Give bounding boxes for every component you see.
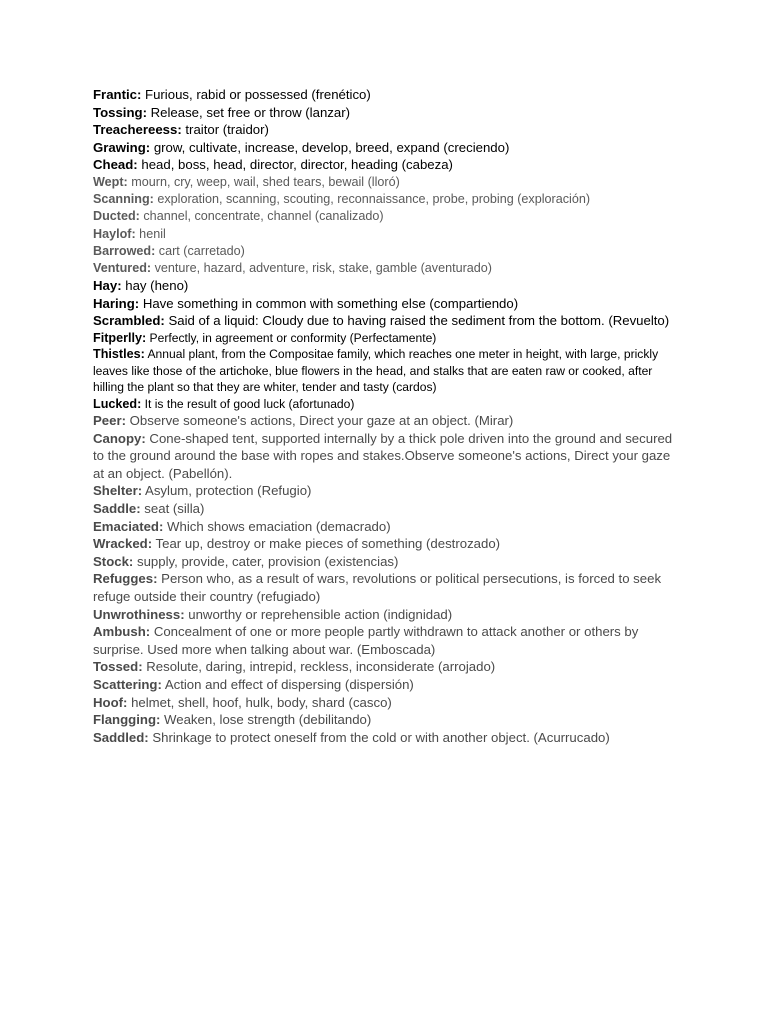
entry-definition: unworthy or reprehensible action (indignidad)	[184, 606, 453, 622]
entry-term: Fitperlly:	[93, 330, 147, 345]
glossary-entry	[93, 121, 683, 139]
entry-definition: It is the result of good luck (afortunado)	[141, 396, 355, 411]
entry-definition: Said of a liquid: Cloudy due to having raised the sediment from the bottom. (Revuelto)	[164, 313, 670, 329]
glossary-entry	[93, 208, 683, 225]
glossary-entry	[93, 243, 683, 260]
entry-definition: channel, concentrate, channel (canalizado)	[139, 209, 384, 224]
entry-definition: head, boss, head, director, director, heading (cabeza)	[137, 157, 453, 173]
entry-term: Flangging:	[93, 712, 161, 728]
entry-definition: Cone-shaped tent, supported internally by a thick pole driven into the ground and secured to the ground around the base with ropes and stakes.Observe someone's actions, Direct your gaze at an object. (Pabellón).	[93, 430, 673, 481]
glossary-entry	[93, 104, 683, 122]
entry-term: Emaciated:	[93, 518, 164, 534]
glossary-entry	[93, 277, 683, 295]
entry-definition: Person who, as a result of wars, revolutions or political persecutions, is forced to seek refuge outside their country (refugiado)	[93, 571, 662, 604]
glossary-entry	[93, 260, 683, 277]
entry-definition: Tear up, destroy or make pieces of something (destrozado)	[152, 536, 501, 552]
entry-term: Scrambled:	[93, 313, 165, 329]
glossary-entry	[93, 295, 683, 313]
entry-term: Treachereess:	[93, 122, 182, 138]
glossary-entry	[93, 500, 683, 518]
glossary-entry	[93, 139, 683, 157]
entry-definition: Weaken, lose strength (debilitando)	[160, 712, 372, 728]
entry-definition: helmet, shell, hoof, hulk, body, shard (casco)	[127, 694, 392, 710]
entry-term: Ambush:	[93, 624, 151, 640]
entry-definition: supply, provide, cater, provision (existencias)	[133, 553, 399, 569]
glossary-entry	[93, 86, 683, 104]
glossary-entry	[93, 191, 683, 208]
entry-term: Lucked:	[93, 396, 142, 411]
entry-definition: Perfectly, in agreement or conformity (Perfectamente)	[146, 330, 437, 345]
glossary-entry	[93, 570, 683, 605]
glossary-entry	[93, 658, 683, 676]
entry-definition: traitor (traidor)	[181, 122, 269, 138]
glossary-entry	[93, 623, 683, 658]
entry-term: Saddled:	[93, 729, 149, 745]
entry-definition: exploration, scanning, scouting, reconnaissance, probe, probing (exploración)	[153, 192, 591, 207]
entry-definition: seat (silla)	[140, 500, 205, 516]
glossary-entry	[93, 711, 683, 729]
glossary-entry	[93, 412, 683, 430]
entry-definition: henil	[135, 226, 166, 241]
entry-term: Frantic:	[93, 87, 142, 102]
entry-definition: Asylum, protection (Refugio)	[142, 483, 312, 499]
glossary-entry	[93, 396, 683, 412]
entry-term: Chead:	[93, 157, 138, 173]
entry-definition: Annual plant, from the Compositae family, which reaches one meter in height, with large, prickly leaves like those of the artichoke, blue flowers in the head, and stalks that are eaten raw or cooked, after hilling the plant so that they are whiter, tender and tasty (cardos)	[93, 347, 659, 395]
glossary-entry	[93, 553, 683, 571]
glossary-entry	[93, 312, 683, 330]
entry-term: Stock:	[93, 553, 134, 569]
entry-term: Haring:	[93, 295, 140, 311]
glossary-entry	[93, 482, 683, 500]
entry-definition: venture, hazard, adventure, risk, stake, gamble (aventurado)	[151, 260, 493, 275]
glossary-entry	[93, 174, 683, 191]
entry-term: Scanning:	[93, 192, 154, 207]
entry-term: Wept:	[93, 174, 128, 189]
entry-term: Tossing:	[93, 104, 147, 120]
entry-term: Peer:	[93, 413, 126, 428]
entry-definition: Release, set free or throw (lanzar)	[146, 104, 350, 120]
glossary-entry	[93, 694, 683, 712]
glossary-entry	[93, 226, 683, 243]
glossary-entry	[93, 518, 683, 536]
entry-term: Hay:	[93, 278, 122, 294]
glossary-entry	[93, 346, 683, 395]
glossary-entry	[93, 606, 683, 624]
entry-definition: Furious, rabid or possessed (frenético)	[141, 87, 371, 102]
glossary-entry	[93, 156, 683, 174]
glossary-entry	[93, 535, 683, 553]
entry-term: Canopy:	[93, 430, 146, 446]
glossary-entry	[93, 676, 683, 694]
entry-term: Saddle:	[93, 500, 141, 516]
entry-term: Ducted:	[93, 209, 140, 224]
entry-term: Scattering:	[93, 676, 162, 692]
entry-definition: Resolute, daring, intrepid, reckless, inconsiderate (arrojado)	[142, 659, 496, 675]
entry-definition: Have something in common with something else (compartiendo)	[139, 295, 519, 311]
glossary-entry	[93, 430, 683, 483]
entry-term: Shelter:	[93, 483, 143, 499]
entry-term: Barrowed:	[93, 243, 156, 258]
entry-term: Refugges:	[93, 571, 158, 587]
entry-term: Wracked:	[93, 536, 153, 552]
entry-term: Unwrothiness:	[93, 606, 185, 622]
entry-definition: Action and effect of dispersing (dispersión)	[161, 676, 414, 692]
entry-term: Tossed:	[93, 659, 143, 675]
entry-term: Haylof:	[93, 226, 136, 241]
glossary-list	[93, 86, 683, 746]
entry-definition: Shrinkage to protect oneself from the cold or with another object. (Acurrucado)	[148, 729, 610, 745]
entry-definition: grow, cultivate, increase, develop, breed, expand (creciendo)	[150, 139, 510, 155]
entry-term: Grawing:	[93, 139, 151, 155]
entry-term: Hoof:	[93, 694, 128, 710]
entry-definition: mourn, cry, weep, wail, shed tears, bewail (lloró)	[127, 174, 400, 189]
entry-definition: cart (carretado)	[155, 243, 245, 258]
entry-definition: Which shows emaciation (demacrado)	[163, 518, 391, 534]
entry-definition: Concealment of one or more people partly withdrawn to attack another or others by surprise. Used more when talking about war. (Emboscada)	[93, 624, 639, 657]
entry-term: Ventured:	[93, 260, 152, 275]
glossary-entry	[93, 729, 683, 747]
glossary-entry	[93, 330, 683, 346]
entry-definition: hay (heno)	[121, 278, 189, 294]
entry-term: Thistles:	[93, 347, 145, 362]
entry-definition: Observe someone's actions, Direct your gaze at an object. (Mirar)	[126, 413, 514, 428]
